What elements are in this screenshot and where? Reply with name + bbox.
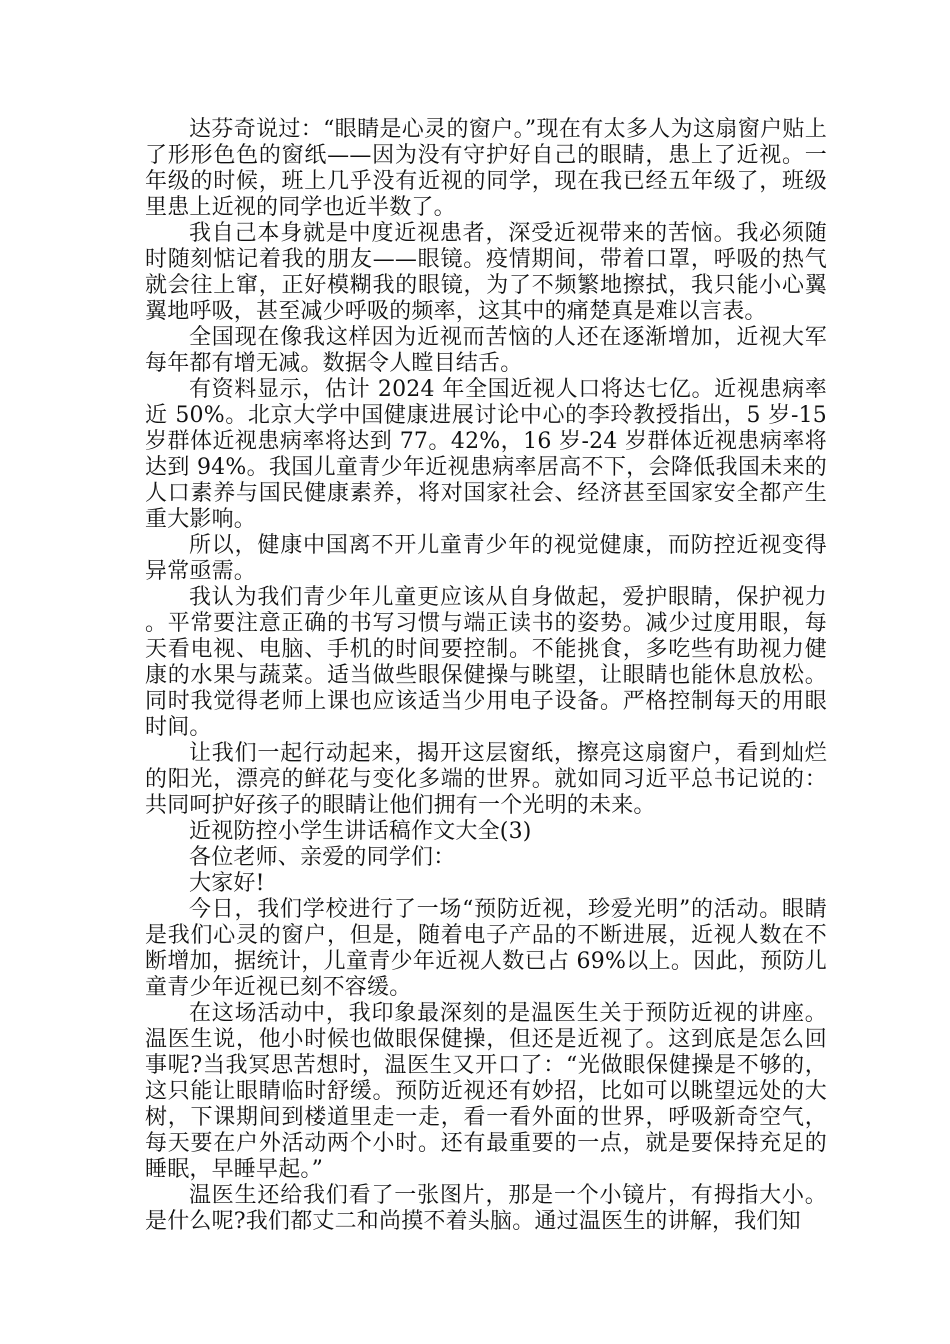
paragraph-7: 让我们一起行动起来，揭开这层窗纸，擦亮这扇窗户，看到灿烂的阳光，漂亮的鲜花与变化多端的世界。就如同习近平总书记说的：共同呵护好孩子的眼睛让他们拥有一个光明的未来。 <box>145 741 827 818</box>
section-title: 近视防控小学生讲话稿作文大全(3) <box>189 819 532 844</box>
paragraph-2: 我自己本身就是中度近视患者，深受近视带来的苦恼。我必须随时随刻惦记着我的朋友——眼镜。疫情期间，带着口罩，呼吸的热气就会往上窜，正好模糊我的眼镜，为了不频繁地擦拭，我只能小心翼翼地呼吸，甚至减少呼吸的频率，这其中的痛楚真是难以言表。 <box>145 221 827 324</box>
paragraph-6: 我认为我们青少年儿童更应该从自身做起，爱护眼睛，保护视力。平常要注意正确的书写习惯与端正读书的姿势。减少过度用眼，每天看电视、电脑、手机的时间要控制。不能挑食，多吃些有助视力健康的水果与蔬菜。适当做些眼保健操与眺望，让眼睛也能休息放松。同时我觉得老师上课也应该适当少用电子设备。严格控制每天的用眼时间。 <box>145 585 827 740</box>
paragraph-4: 有资料显示，估计 2024 年全国近视人口将达七亿。近视患病率近 50%。北京大学中国健康进展讨论中心的李玲教授指出，5 岁-15 岁群体近视患病率将达到 77。42%，16 岁-24 岁群体近视患病率将达到 94%。我国儿童青少年近视患病率居高不下，会降低我国未来的人口素养与国民健康素养，将对国家社会、经济甚至国家安全都产生重大影响。 <box>145 377 827 532</box>
paragraph-9: 在这场活动中，我印象最深刻的是温医生关于预防近视的讲座。温医生说，他小时候也做眼保健操，但还是近视了。这到底是怎么回事呢?当我冥思苦想时，温医生又开口了：“光做眼保健操是不够的，这只能让眼睛临时舒缓。预防近视还有妙招，比如可以眺望远处的大树，下课期间到楼道里走一走，看一看外面的世界，呼吸新奇空气，每天要在户外活动两个小时。还有最重要的一点，就是要保持充足的睡眠，早睡早起。” <box>145 1001 827 1182</box>
greeting: 大家好! <box>189 871 265 896</box>
paragraph-10: 温医生还给我们看了一张图片，那是一个小镜片，有拇指大小。是什么呢?我们都丈二和尚摸不着头脑。通过温医生的讲解，我们知 <box>145 1183 827 1234</box>
salutation: 各位老师、亲爱的同学们： <box>189 845 456 870</box>
paragraph-5: 所以，健康中国离不开儿童青少年的视觉健康，而防控近视变得异常亟需。 <box>145 533 827 584</box>
paragraph-8: 今日，我们学校进行了一场“预防近视，珍爱光明”的活动。眼睛是我们心灵的窗户，但是，随着电子产品的不断进展，近视人数在不断增加，据统计，儿童青少年近视人数已占 69%以上。因此，预防儿童青少年近视已刻不容缓。 <box>145 897 827 1000</box>
paragraph-1: 达芬奇说过：“眼睛是心灵的窗户。”现在有太多人为这扇窗户贴上了形形色色的窗纸——因为没有守护好自己的眼睛，患上了近视。一年级的时候，班上几乎没有近视的同学，现在我已经五年级了，班级里患上近视的同学也近半数了。 <box>145 117 827 220</box>
paragraph-3: 全国现在像我这样因为近视而苦恼的人还在逐渐增加，近视大军每年都有增无减。数据令人瞠目结舌。 <box>145 325 827 376</box>
document-body <box>145 117 827 1235</box>
